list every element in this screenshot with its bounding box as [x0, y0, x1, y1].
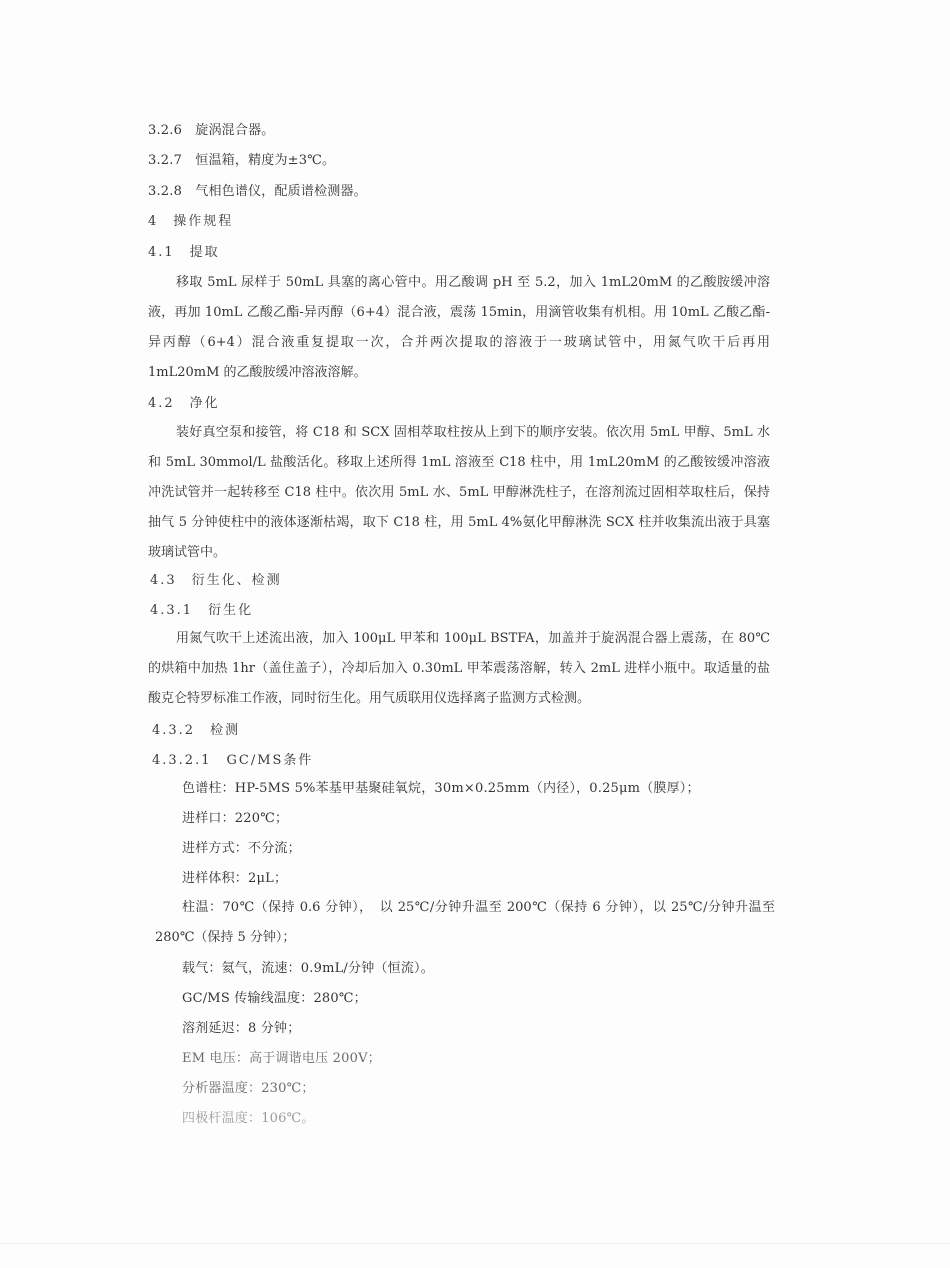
condition-injection-volume: 进样体积：2μL； [182, 871, 288, 886]
section-4-3-1-heading: 4.3.1 衍生化 [150, 603, 254, 618]
condition-analyzer-temp: 分析器温度：230℃； [182, 1081, 315, 1096]
condition-em-voltage: EM 电压：高于调谐电压 200V； [182, 1051, 381, 1066]
section-4-3-2-1-heading: 4.3.2.1 GC/MS条件 [152, 753, 314, 768]
section-4-2-heading: 4.2 净化 [148, 396, 220, 411]
extraction-paragraph: 移取 5mL 尿样于 50mL 具塞的离心管中。用乙酸调 pH 至 5.2，加入 1mL20mM 的乙酸胺缓冲溶液，再加 10mL 乙酸乙酯-异丙醇（6+4）混合液，震荡 15min，用滴管收集有机相。用 10mL 乙酸乙酯-异丙醇（6+4）混合液重复提取一次，合并两次提取的溶液于一玻璃试管中，用氮气吹干后再用 1mL20mM 的乙酸胺缓冲溶液溶解。 [148, 275, 770, 380]
derivatization-paragraph: 用氮气吹干上述流出液，加入 100μL 甲苯和 100μL BSTFA，加盖并于旋涡混合器上震荡，在 80℃的烘箱中加热 1hr（盖住盖子），冷却后加入 0.30mL 甲苯震荡溶解，转入 2mL 进样小瓶中。取适量的盐酸克仑特罗标准工作液，同时衍生化。用气质联用仪选择离子监测方式检测。 [148, 631, 770, 706]
item-3-2-6: 3.2.6 旋涡混合器。 [148, 123, 275, 138]
page-bottom-edge [0, 1243, 950, 1244]
section-4-heading: 4 操作规程 [148, 214, 234, 229]
item-3-2-8: 3.2.8 气相色谱仪，配质谱检测器。 [148, 184, 367, 199]
condition-injection-mode: 进样方式：不分流； [182, 841, 301, 856]
condition-transfer-line: GC/MS 传输线温度：280℃； [182, 991, 367, 1006]
condition-solvent-delay: 溶剂延迟：8 分钟； [182, 1021, 301, 1036]
condition-quadrupole-temp: 四极杆温度：106℃。 [182, 1111, 315, 1126]
section-4-3-heading: 4.3 衍生化、检测 [150, 573, 282, 588]
condition-oven-program: 柱温：70℃（保持 0.6 分钟）， 以 25℃/分钟升温至 200℃（保持 6 分钟），以 25℃/分钟升温至 280℃（保持 5 分钟）； [155, 900, 775, 945]
condition-column: 色谱柱：HP-5MS 5%苯基甲基聚硅氧烷，30m×0.25mm（内径），0.25μm（膜厚）； [182, 781, 700, 796]
condition-inlet: 进样口：220℃； [182, 811, 289, 826]
section-4-1-heading: 4.1 提取 [148, 245, 220, 260]
purification-paragraph: 装好真空泵和接管，将 C18 和 SCX 固相萃取柱按从上到下的顺序安装。依次用 5mL 甲醇、5mL 水和 5mL 30mmol/L 盐酸活化。移取上述所得 1mL 溶液至 C18 柱中，用 1mL20mM 的乙酸铵缓冲溶液冲洗试管并一起转移至 C18 柱中。依次用 5mL 水、5mL 甲醇淋洗柱子，在溶剂流过固相萃取柱后，保持抽气 5 分钟使柱中的液体逐渐枯竭，取下 C18 柱，用 5mL 4%氨化甲醇淋洗 SCX 柱并收集流出液于具塞玻璃试管中。 [148, 425, 770, 560]
item-3-2-7: 3.2.7 恒温箱，精度为±3℃。 [148, 153, 336, 168]
condition-carrier-gas: 载气：氦气，流速：0.9mL/分钟（恒流）。 [182, 961, 434, 976]
section-4-3-2-heading: 4.3.2 检测 [152, 723, 241, 738]
